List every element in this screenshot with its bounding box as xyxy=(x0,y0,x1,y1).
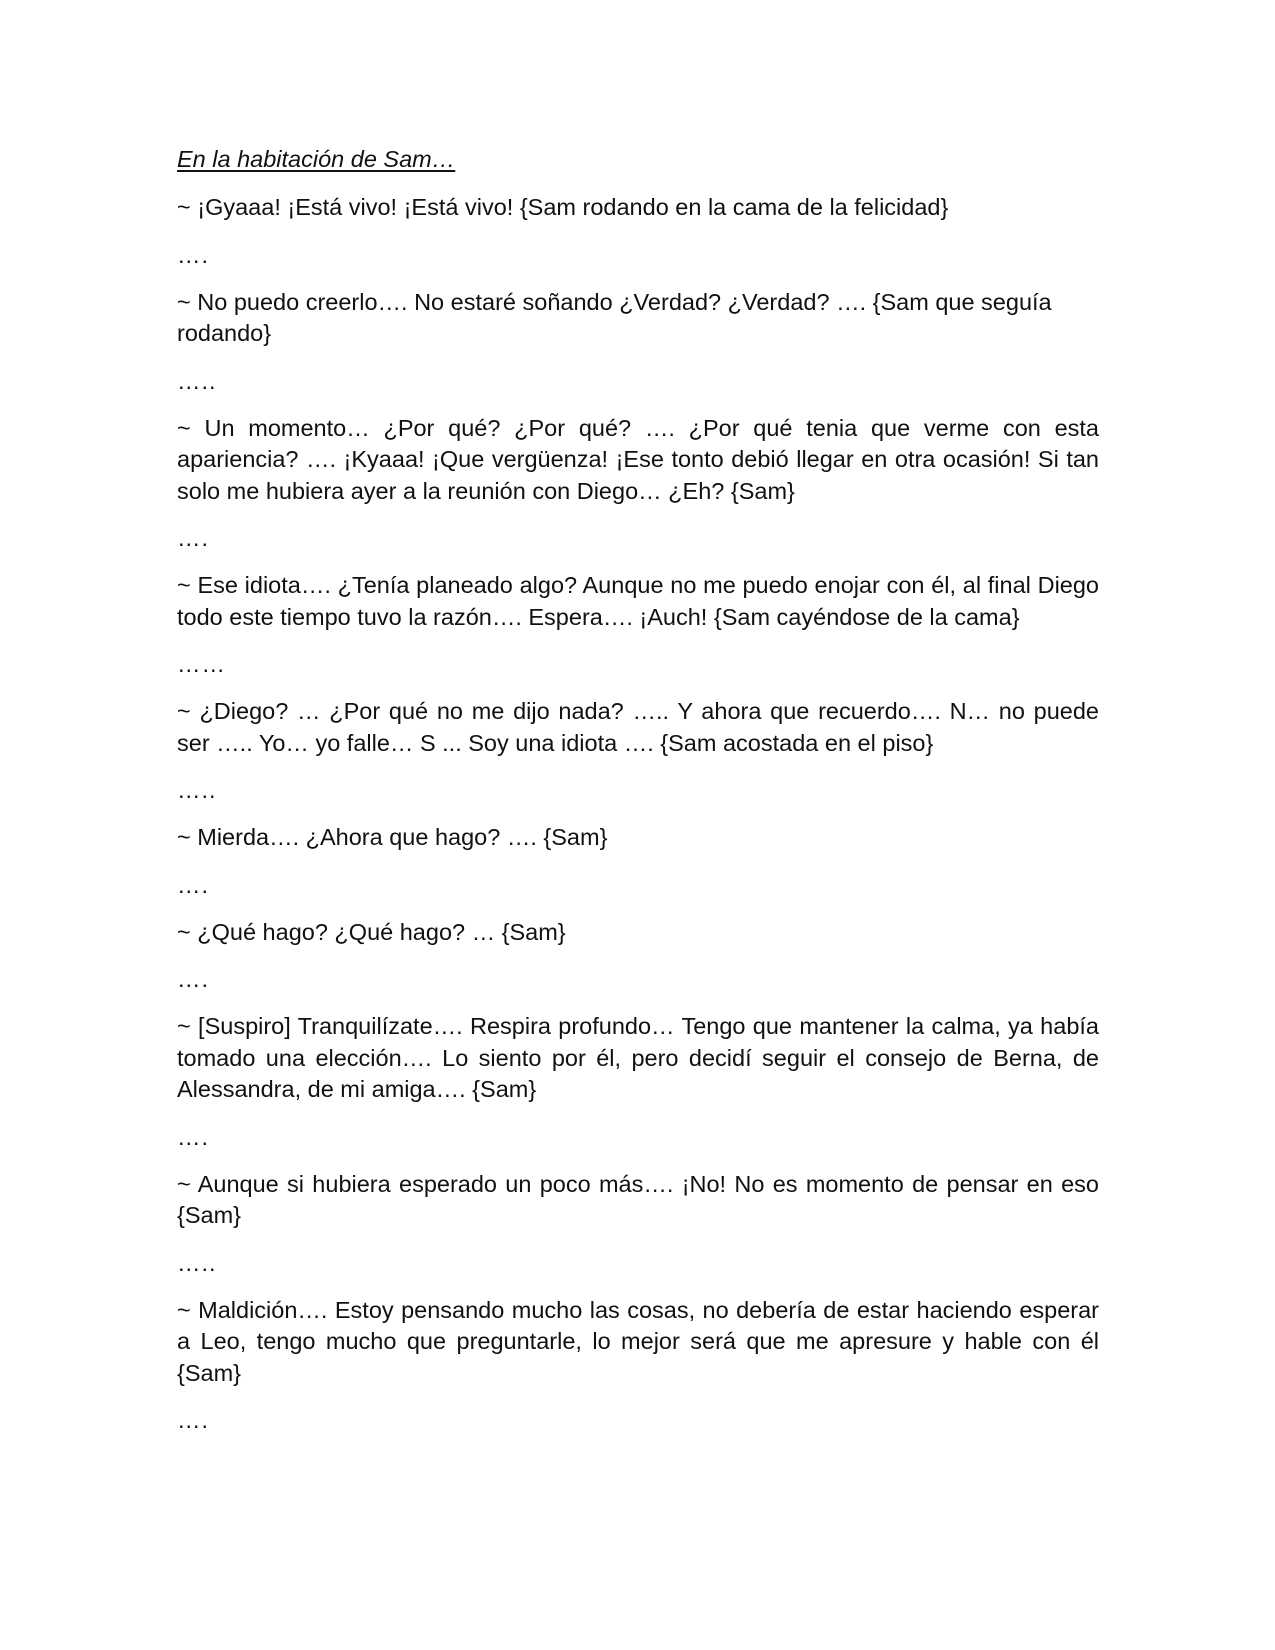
dialogue-paragraph: ~ ¡Gyaaa! ¡Está vivo! ¡Está vivo! {Sam rodando en la cama de la felicidad} xyxy=(177,194,949,220)
dialogue-paragraph: ~ No puedo creerlo…. No estaré soñando ¿Verdad? ¿Verdad? …. {Sam que seguía rodando} xyxy=(177,288,1052,346)
ellipsis-separator: ….. xyxy=(177,1249,217,1276)
ellipsis-separator: …. xyxy=(177,871,210,898)
ellipsis-separator: ….. xyxy=(177,777,217,803)
dialogue-paragraph: ~ ¿Diego? … ¿Por qué no me dijo nada? ….. Y ahora que recuerdo…. N… no puede ser ….. Yo… yo falle… S ... Soy una idiota …. {Sam acostada en el piso} xyxy=(177,698,1099,756)
ellipsis-separator: …. xyxy=(177,241,210,268)
dialogue-paragraph: ~ [Suspiro] Tranquilízate…. Respira profundo… Tengo que mantener la calma, ya había tomado una elección…. Lo siento por él, pero decidí seguir el consejo de Berna, de Alessandra, de mi amiga…. {Sam} xyxy=(177,1013,1099,1102)
ellipsis-separator: …… xyxy=(177,651,226,677)
ellipsis-separator: ….. xyxy=(177,367,217,394)
ellipsis-separator: …. xyxy=(177,1123,210,1150)
scene-heading: En la habitación de Sam… xyxy=(177,146,456,172)
dialogue-paragraph: ~ Maldición…. Estoy pensando mucho las cosas, no debería de estar haciendo esperar a Leo, tengo mucho que preguntarle, lo mejor será que me apresure y hable con él {Sam} xyxy=(177,1296,1099,1386)
ellipsis-separator: …. xyxy=(177,1407,210,1433)
ellipsis-separator: …. xyxy=(177,525,210,551)
dialogue-paragraph: ~ Aunque si hubiera esperado un poco más…. ¡No! No es momento de pensar en eso {Sam} xyxy=(177,1170,1099,1228)
dialogue-paragraph: ~ Un momento… ¿Por qué? ¿Por qué? …. ¿Por qué tenia que verme con esta apariencia? …. ¡Kyaaa! ¡Que vergüenza! ¡Ese tonto debió llegar en otra ocasión! Si tan solo me hubiera ayer a la reunión con Diego… ¿Eh? {Sam} xyxy=(177,414,1099,504)
dialogue-paragraph: ~ Mierda…. ¿Ahora que hago? …. {Sam} xyxy=(177,824,608,850)
ellipsis-separator: …. xyxy=(177,966,210,992)
document-body xyxy=(177,144,1099,1436)
dialogue-paragraph: ~ ¿Qué hago? ¿Qué hago? … {Sam} xyxy=(177,918,566,945)
dialogue-paragraph: ~ Ese idiota…. ¿Tenía planeado algo? Aunque no me puedo enojar con él, al final Diego todo este tiempo tuvo la razón…. Espera…. ¡Auch! {Sam cayéndose de la cama} xyxy=(177,572,1099,630)
